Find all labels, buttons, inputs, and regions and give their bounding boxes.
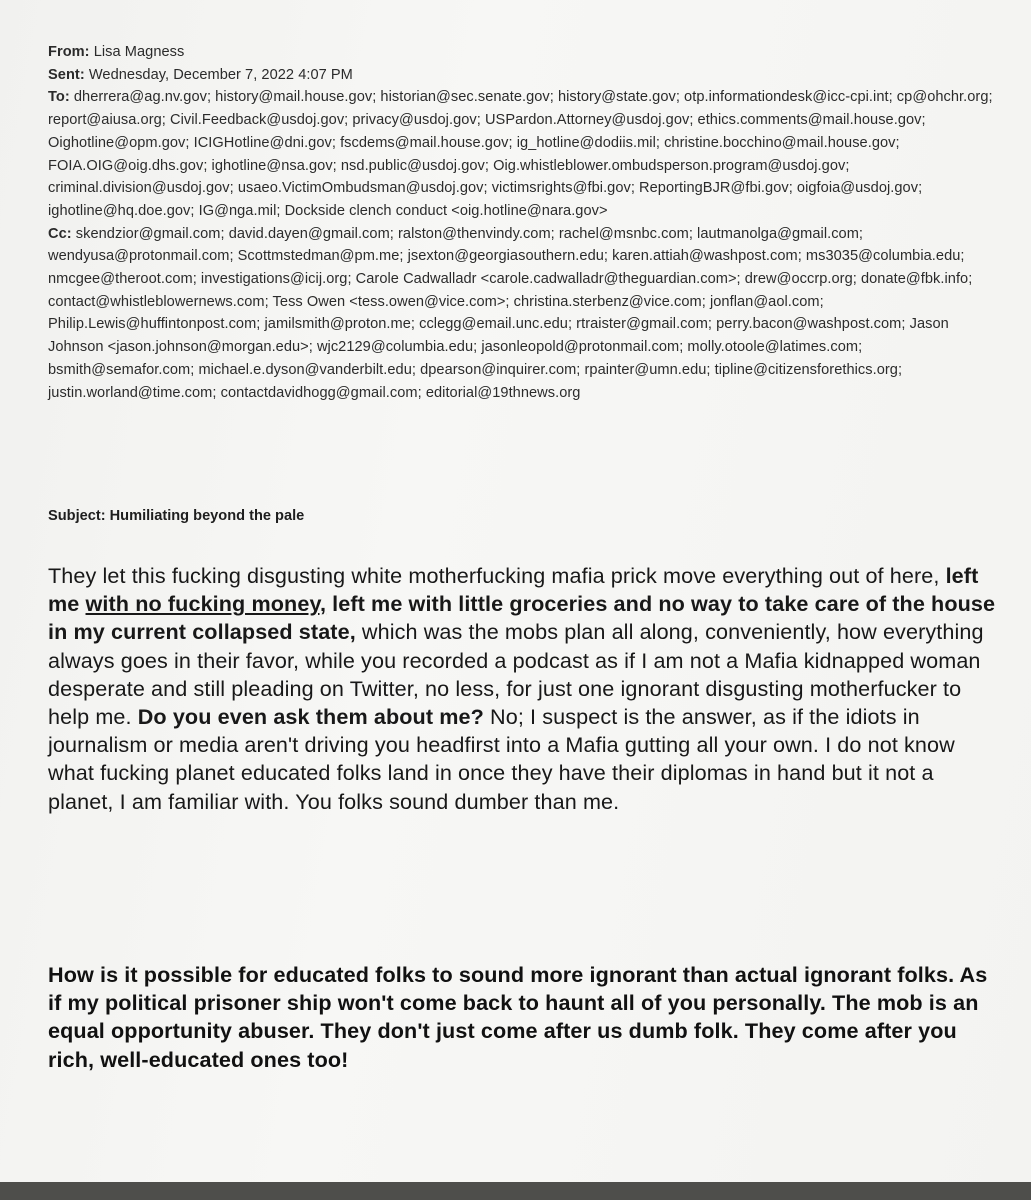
subject-value: Humiliating beyond the pale bbox=[109, 508, 305, 524]
body-bold-underlined-run: with no fucking money, bbox=[85, 591, 327, 617]
to-recipients: dherrera@ag.nv.gov; history@mail.house.gov; historian@sec.senate.gov; history@state.gov; otp.informationdesk@icc-cpi.int; cp@ohchr.org; report@aiusa.org; Civil.Feedback@usdoj.gov; privacy@usdoj.gov; USPardon.Attorney@usdoj.gov; ethics.comments@mail.house.gov; Oighotline@opm.gov; ICIGHotline@dni.gov; fscdems@mail.house.gov; ig_hotline@dodiis.mil; christine.bocchino@mail.house.gov; FOIA.OIG@oig.dhs.gov; ighotline@nsa.gov; nsd.public@usdoj.gov; Oig.whistleblower.ombudsperson.program@usdoj.gov; criminal.division@usdoj.gov; usaeo.VictimOmbudsman@usdoj.gov; victimsrights@fbi.gov; ReportingBJR@fbi.gov; oigfoia@usdoj.gov; ighotline@hq.doe.gov; IG@nga.mil; Dockside clench conduct <oig.hotline@nara.gov> bbox=[48, 89, 993, 219]
body-text-run: No; I suspect is the answer, as if the idiots in journalism or media aren't driving you headfirst into a Mafia gutting all your own. I do not know what fucking planet educated folks land in once they have their diplomas in hand but it not a planet, I am familiar with. You folks sound dumber than me. bbox=[48, 704, 955, 814]
from-label: From: bbox=[48, 44, 90, 60]
body-paragraph-2: How is it possible for educated folks to sound more ignorant than actual ignorant folks. As if my political prisoner ship won't come back to haunt all of you personally. The mob is an equal opportunity abuser. They don't just come after us dumb folk. They come after you rich, well-educated ones too! bbox=[48, 962, 988, 1072]
sent-line bbox=[48, 64, 1008, 87]
body-bold-run: left me bbox=[48, 563, 979, 617]
desk-surface bbox=[0, 1182, 1031, 1200]
body-bold-question: Do you even ask them about me? bbox=[137, 704, 484, 730]
sent-value: Wednesday, December 7, 2022 4:07 PM bbox=[88, 66, 353, 83]
subject-line bbox=[48, 508, 304, 524]
body-text-run: They let this fucking disgusting white motherfucking mafia prick move everything out of here, bbox=[48, 563, 946, 588]
body-text-run: which was the mobs plan all along, conveniently, how everything always goes in their favor, while you recorded a podcast as if I am not a Mafia kidnapped woman desperate and still pleading on Twitter, no less, for just one ignorant disgusting motherfucker to help me. bbox=[48, 619, 984, 730]
from-value: Lisa Magness bbox=[93, 44, 185, 60]
from-line bbox=[48, 41, 1008, 64]
to-label: To: bbox=[48, 89, 70, 106]
cc-label: Cc: bbox=[48, 225, 72, 242]
cc-recipients: skendzior@gmail.com; david.dayen@gmail.com; ralston@thenvindy.com; rachel@msnbc.com; lautmanolga@gmail.com; wendyusa@protonmail.com; Scottmstedman@pm.me; jsexton@georgiasouthern.edu; karen.attiah@washpost.com; ms3035@columbia.edu; nmcgee@theroot.com; investigations@icij.org; Carole Cadwalladr <carole.cadwalladr@theguardian.com>; drew@occrp.org; donate@fbk.info; contact@whistleblowernews.com; Tess Owen <tess.owen@vice.com>; christina.sterbenz@vice.com; jonflan@aol.com; Philip.Lewis@huffintonpost.com; jamilsmith@proton.me; cclegg@email.unc.edu; rtraister@gmail.com; perry.bacon@washpost.com; Jason Johnson <jason.johnson@morgan.edu>; wjc2129@columbia.edu; jasonleopold@protonmail.com; molly.otoole@latimes.com; bsmith@semafor.com; michael.e.dyson@vanderbilt.edu; dpearson@inquirer.com; rpainter@umn.edu; tipline@citizensforethics.org; justin.worland@time.com; contactdavidhogg@gmail.com; editorial@19thnews.org bbox=[48, 225, 973, 401]
to-line bbox=[48, 86, 1008, 222]
body-paragraph-1 bbox=[48, 562, 1003, 816]
body-bold-run: left me with little groceries and no way to take care of the house in my current collapsed state, bbox=[48, 591, 996, 645]
email-header bbox=[48, 41, 1008, 404]
sent-label: Sent: bbox=[48, 66, 85, 83]
cc-line bbox=[48, 223, 1008, 405]
subject-label: Subject: bbox=[48, 508, 106, 524]
